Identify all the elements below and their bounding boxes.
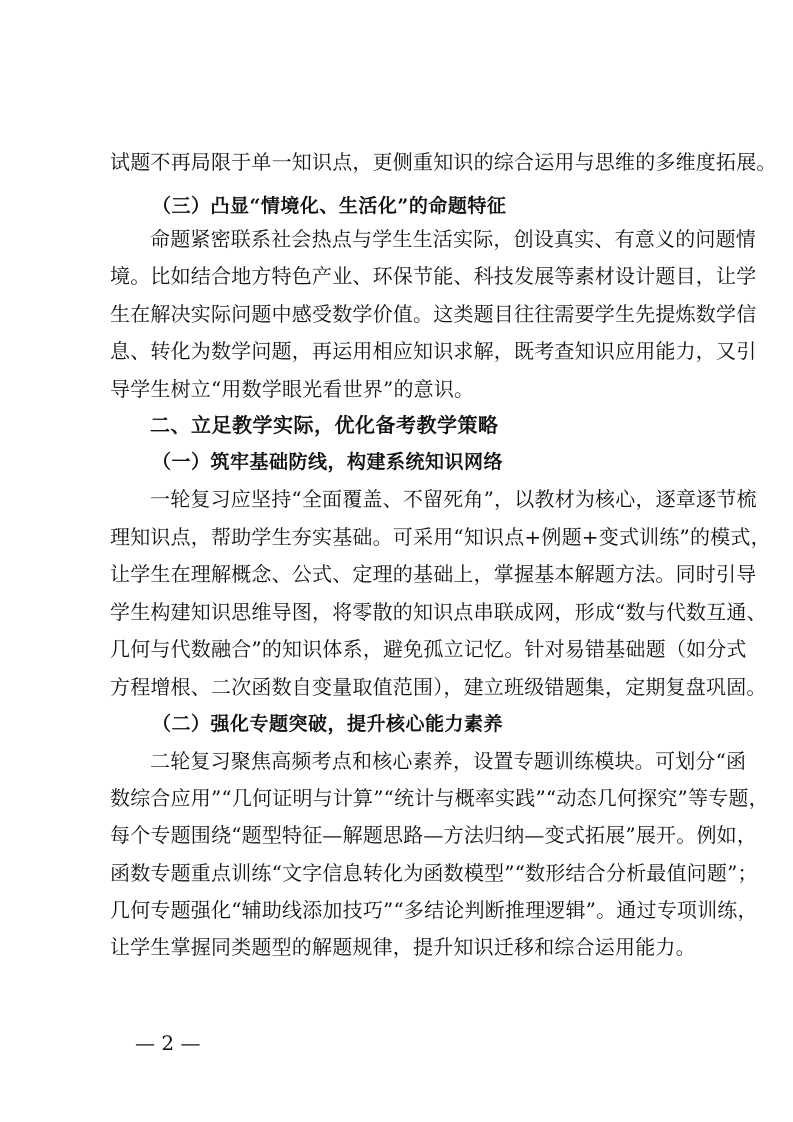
- paragraph-line: 生在解决实际问题中感受数学价值。这类题目往往需要学生先提炼数学信: [110, 302, 757, 326]
- paragraph-line: 二轮复习聚焦高频考点和核心素养，设置专题训练模块。可划分“函: [150, 749, 747, 773]
- paragraph-line: 试题不再局限于单一知识点，更侧重知识的综合运用与思维的多维度拓展。: [110, 150, 777, 174]
- paragraph-line: 几何专题强化“辅助线添加技巧”“多结论判断推理逻辑”。通过专项训练，: [110, 898, 758, 922]
- page-number: — 2 —: [135, 1031, 201, 1055]
- paragraph-line: 几何与代数融合”的知识体系，避免孤立记忆。针对易错基础题（如分式: [110, 637, 747, 661]
- paragraph-line: 让学生在理解概念、公式、定理的基础上，掌握基本解题方法。同时引导: [110, 562, 757, 586]
- paragraph-line: 数综合应用”“几何证明与计算”“统计与概率实践”“动态几何探究”等专题，: [110, 786, 769, 810]
- paragraph-line: 理知识点，帮助学生夯实基础。可采用“知识点+例题+变式训练”的模式，: [110, 525, 771, 549]
- paragraph-line: 命题紧密联系社会热点与学生生活实际，创设真实、有意义的问题情: [150, 227, 756, 251]
- section-subheading: （三）凸显“情境化、生活化”的命题特征: [152, 195, 507, 217]
- paragraph-line: 息、转化为数学问题，再运用相应知识求解，既考查知识应用能力，又引: [110, 339, 757, 363]
- paragraph-line: 导学生树立“用数学眼光看世界”的意识。: [110, 377, 475, 401]
- paragraph-line: 每个专题围绕“题型特征—解题思路—方法归纳—变式拓展”展开。例如，: [110, 823, 758, 847]
- paragraph-line: 让学生掌握同类题型的解题规律，提升知识迁移和综合运用能力。: [110, 935, 696, 959]
- paragraph-line: 境。比如结合地方特色产业、环保节能、科技发展等素材设计题目，让学: [110, 264, 757, 288]
- section-subheading: （二）强化专题突破，提升核心能力素养: [152, 713, 504, 735]
- section-heading: 二、立足教学实际，优化备考教学策略: [150, 413, 499, 437]
- paragraph-line: 一轮复习应坚持“全面覆盖、不留死角”，以教材为核心，逐章逐节梳: [150, 487, 757, 511]
- paragraph-line: 函数专题重点训练“文字信息转化为函数模型”“数形结合分析最值问题”；: [110, 861, 758, 885]
- paragraph-line: 方程增根、二次函数自变量取值范围），建立班级错题集，定期复盘巩固。: [110, 675, 767, 699]
- paragraph-line: 学生构建知识思维导图，将零散的知识点串联成网，形成“数与代数互通、: [110, 600, 767, 624]
- section-subheading: （一）筑牢基础防线，构建系统知识网络: [152, 451, 504, 473]
